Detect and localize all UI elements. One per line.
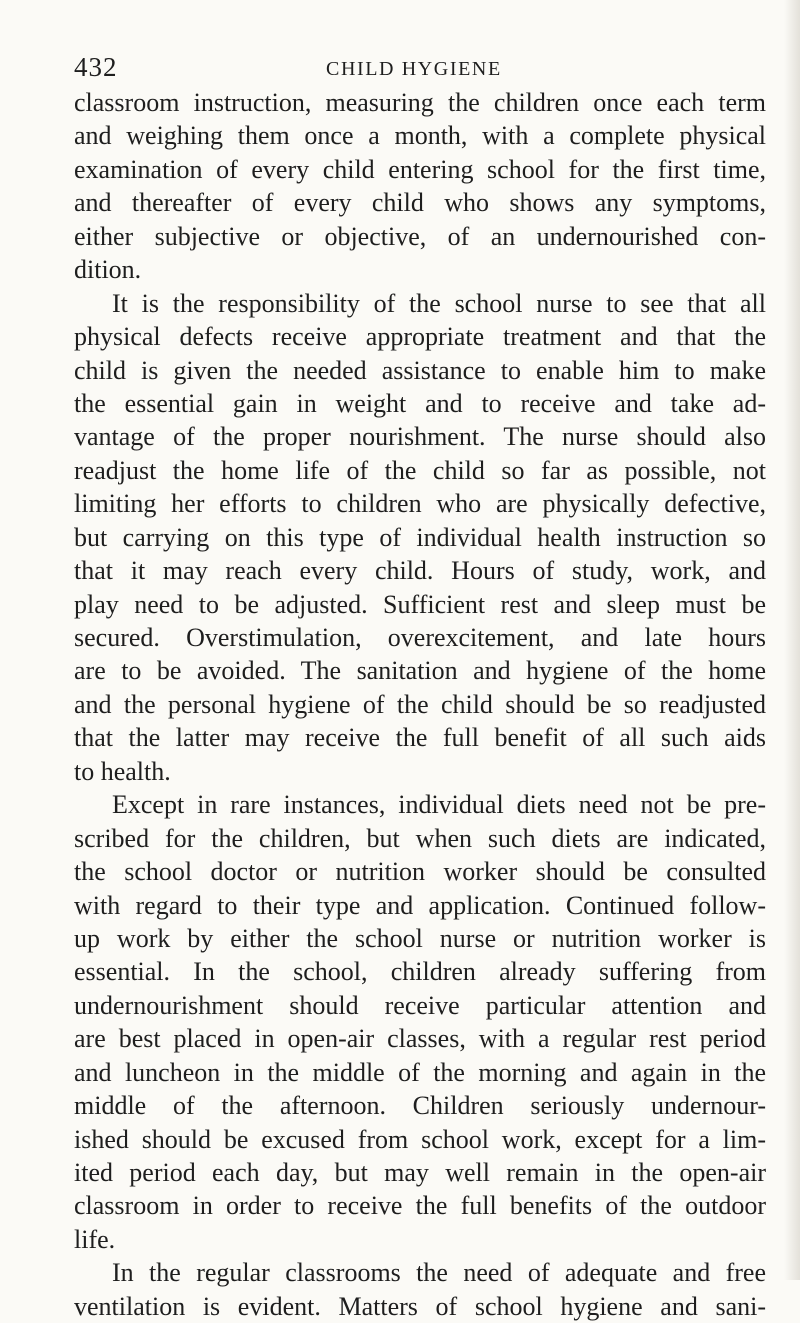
text-line: either subjective or objective, of an undernourished con-: [74, 221, 766, 251]
text-line: readjust the home life of the child so far as possible, not: [74, 455, 766, 485]
text-line: to health.: [74, 756, 171, 786]
page-number: 432: [74, 52, 118, 82]
text-line: physical defects receive appropriate treatment and that the: [74, 322, 766, 352]
text-line: examination of every child entering school for the first time,: [74, 154, 766, 184]
text-line: child is given the needed assistance to enable him to make: [74, 355, 766, 385]
text-line: that the latter may receive the full benefit of all such aids: [74, 723, 766, 753]
text-line: ventilation is evident. Matters of school hygiene and sani-: [74, 1291, 766, 1321]
text-line: up work by either the school nurse or nutrition worker is: [74, 923, 766, 953]
text-line: vantage of the proper nourishment. The nurse should also: [74, 422, 766, 452]
text-line: It is the responsibility of the school nurse to see that all: [112, 288, 766, 318]
text-line: but carrying on this type of individual health instruction so: [74, 522, 766, 552]
text-line: ished should be excused from school work, except for a lim-: [74, 1124, 766, 1154]
text-line: the essential gain in weight and to receive and take ad-: [74, 388, 766, 418]
text-line: the school doctor or nutrition worker should be consulted: [74, 857, 766, 887]
text-line: Except in rare instances, individual diets need not be pre-: [112, 790, 766, 820]
body-text: [74, 86, 766, 1323]
text-line: dition.: [74, 255, 142, 285]
text-line: essential. In the school, children already suffering from: [74, 957, 766, 987]
text-line: In the regular classrooms the need of adequate and free: [112, 1258, 766, 1288]
text-line: and luncheon in the middle of the morning and again in the: [74, 1057, 766, 1087]
text-line: that it may reach every child. Hours of study, work, and: [74, 556, 766, 586]
text-line: classroom in order to receive the full benefits of the outdoor: [74, 1191, 766, 1221]
text-line: limiting her efforts to children who are physically defective,: [74, 489, 766, 519]
page-edge-shadow: [784, 0, 800, 1280]
text-line: secured. Overstimulation, overexcitement, and late hours: [74, 623, 766, 652]
text-line: and thereafter of every child who shows any symptoms,: [74, 188, 766, 218]
running-head: [74, 52, 766, 86]
text-line: middle of the afternoon. Children seriously undernour-: [74, 1091, 766, 1121]
text-line: play need to be adjusted. Sufficient rest and sleep must be: [74, 589, 766, 619]
text-line: with regard to their type and application. Continued follow-: [74, 890, 766, 920]
text-line: are best placed in open-air classes, with a regular rest period: [74, 1024, 766, 1054]
text-line: are to be avoided. The sanitation and hygiene of the home: [74, 656, 766, 686]
text-line: life.: [74, 1224, 116, 1254]
text-line: classroom instruction, measuring the children once each term: [74, 88, 766, 117]
text-line: and weighing them once a month, with a complete physical: [74, 121, 766, 151]
text-line: undernourishment should receive particular attention and: [74, 990, 766, 1020]
running-title: CHILD HYGIENE: [326, 58, 502, 80]
text-line: scribed for the children, but when such diets are indicated,: [74, 823, 766, 853]
text-line: and the personal hygiene of the child should be so readjusted: [74, 689, 766, 719]
text-line: ited period each day, but may well remain in the open-air: [74, 1158, 766, 1187]
